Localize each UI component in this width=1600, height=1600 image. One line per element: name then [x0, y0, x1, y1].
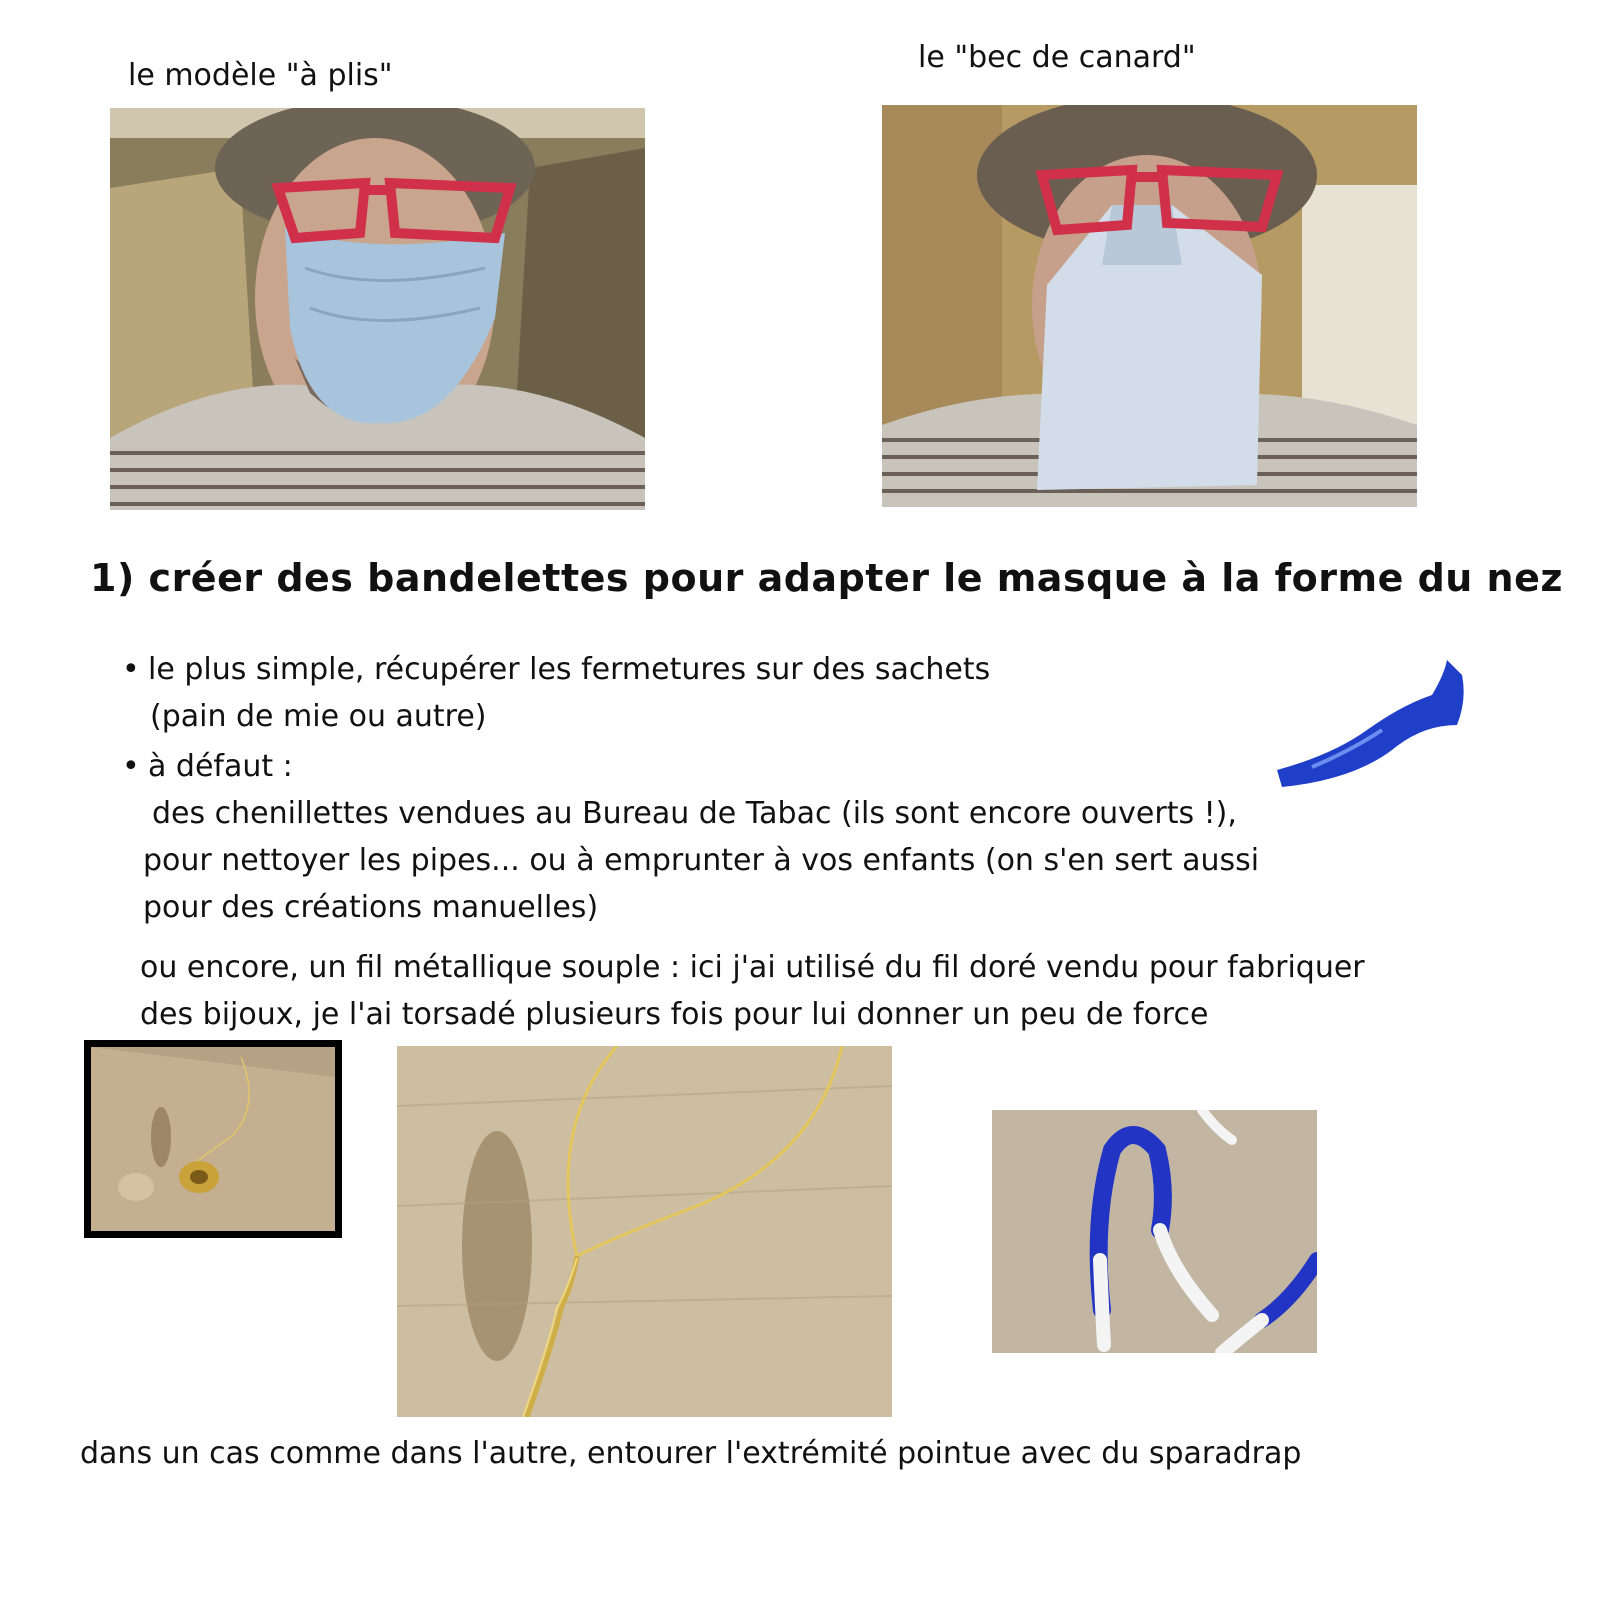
photo-pipe-cleaners — [992, 1110, 1317, 1353]
photo-twisted-wire — [397, 1046, 892, 1417]
photo-wire-spool — [84, 1040, 342, 1238]
photo-pleated-mask — [110, 108, 645, 510]
footer-note: dans un cas comme dans l'autre, entourer l'extrémité pointue avec du sparadrap — [80, 1436, 1302, 1471]
bullet-line: pour des créations manuelles) — [143, 890, 599, 925]
bullet-marker: • — [122, 652, 140, 687]
bullet-marker: • — [122, 749, 140, 784]
section-heading: 1) créer des bandelettes pour adapter le masque à la forme du nez — [90, 556, 1563, 600]
bullet-line: à défaut : — [148, 749, 293, 784]
twist-tie-image — [1272, 655, 1472, 790]
caption-duckbill-model: le "bec de canard" — [918, 40, 1196, 75]
caption-pleated-model: le modèle "à plis" — [128, 58, 393, 93]
paragraph-line: ou encore, un fil métallique souple : ici j'ai utilisé du fil doré vendu pour fabriquer — [140, 950, 1365, 985]
photo-duckbill-mask — [882, 105, 1417, 507]
bullet-line: (pain de mie ou autre) — [150, 699, 487, 734]
bullet-line: des chenillettes vendues au Bureau de Tabac (ils sont encore ouverts !), — [152, 796, 1237, 831]
bullet-line: le plus simple, récupérer les fermetures sur des sachets — [148, 652, 991, 687]
paragraph-line: des bijoux, je l'ai torsadé plusieurs fois pour lui donner un peu de force — [140, 997, 1209, 1032]
bullet-line: pour nettoyer les pipes... ou à emprunter à vos enfants (on s'en sert aussi — [143, 843, 1260, 878]
